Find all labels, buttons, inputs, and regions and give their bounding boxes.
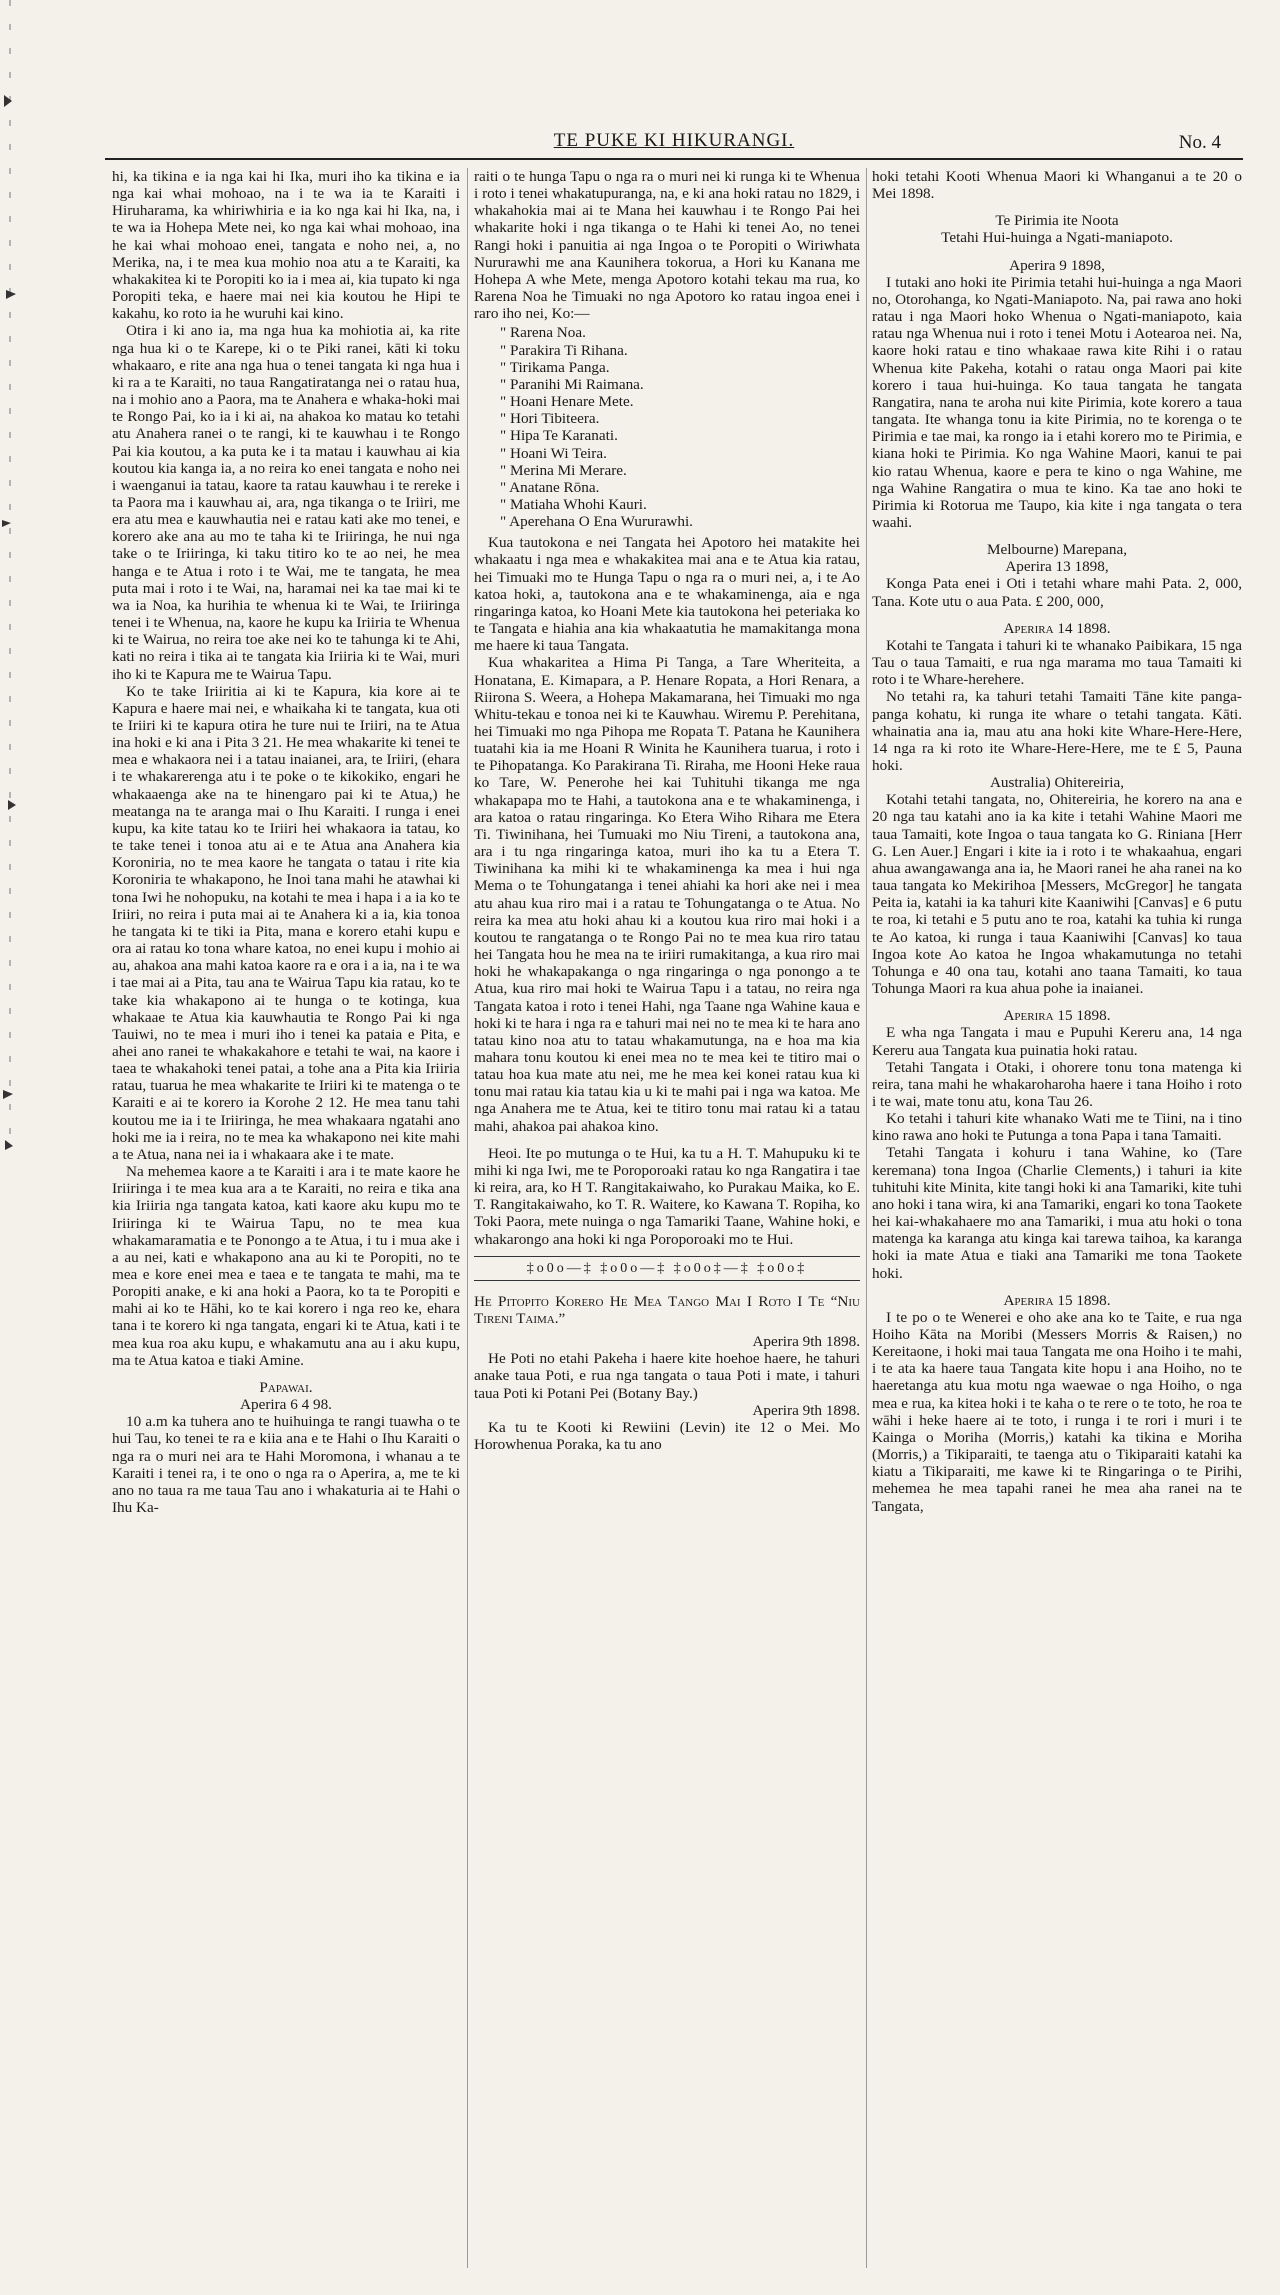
paragraph: hi, ka tikina e ia nga kai hi Ika, muri iho ka tikina e ia nga kai whai mohoao, na i te wa ia te Karaiti i Hiruharama, ka whiriwhiria e ia ko nga kai hi Ika, na, i te wa ia Hohepa Mete nei, ko nga kai whai mohoao, ina he kai whai mohoao enei, tangata e noho nei, a, no Merika, na, i te mea kua mohio noa atu a te Karaiti, ka whakakitea ki te Poropiti ko ia i mea ai, kia tupato ki nga Poropiti teka, e haere mai nei kia koutou he Hipi te kakahu, ko roto ia he wuruhi kai kino. [112, 168, 460, 323]
masthead-title: TE PUKE KI HIKURANGI. [553, 130, 795, 151]
paragraph: Na mehemea kaore a te Karaiti i ara i te mate kaore he Iriiringa i te mea kua ara a te Karaiti, no reira e tika ana kia Iriiria nga tangata katoa, kati kaore aku kupu mo te Iriiringa ki te Wairua Tapu, no te mea kua whakamaramatia e te Ponongo a te Atua, i tu i mua ake i a au nei, kati e whakapono ana au ki te Poropiti, no te mea e kore enei mea e taea e te tangata te mahi, ma te Poropiti anake, e ki ana hoki a Paora, ko ta te Poropiti e mahi ai ko te Hāhi, ko te kai korero i nga reo ke, ehara tana i te korero ki nga tangata, engari ki te Atua, kati i te mea kua roa aku kupu, e whakamutu ana au i aku kupu, ma te Atua katoa e tiaki Amine. [112, 1163, 460, 1369]
paragraph: Ko te take Iriiritia ai ki te Kapura, kia kore ai te Kapura e haere mai nei, e whaikaha ki te tangata, kua oti te Iriiri ki te kapura otira he ture nui te Iriiri, na te Atua ina hoki e ki ana i Pita 3 21. He mea whakarite ki tenei te mea e whakaora nei i a tatau inaianei, ara, te Iriiri, (ehara i te whakarerenga atu i te poke o te kikokiko, engari he whakaaenga ake na te hinengaro pai ki te Atua,) he meatanga na te aranga mai o Ihu Karaiti. I runga i enei kupu, ka kite tatau ko te Iriiri hei whakaora ia tatau, ko te take tenei i tonoa atu ai e te Atua ana Anahera kia Koroniria, no te mea kaore he tangata o tatau i rite kia Koroniria te whakapono, he Inoi tana mahi he atawhai ki tona Iwi he nohopuku, na kotahi te mea i hapa i a ia ko te Iriiri, no reira i puta mai ai te Anahera ki a ia, kia tonoa he tangata ki te tiki ia Pita, mana e korero etahi kupu e ora ai ratau ko tona whare katoa, no enei kupu i mohio ai au, ahakoa ana mahi katoa kaore ra e ora i a ia, na i te wa i tae mai ai a Pita, tau ana te Wairua Tapu kia ratau, ko te take kia whakapono ai te hunga o te kotinga, kua whakaae te Atua kia kauwhautia te Rongo Pai ki nga Tauiwi, no te mea i muri iho i tenei ka pataia e Pita, e ahei ano ranei te whakakahore e tetahi te wai, na kaore i taea te whakahoki tenei patai, a tohe ana a Pita kia Iriiria ratau, tuarua he mea whakarite te Iriiri ki te matenga o te Karaiti e ai te korero ia Korohe 2 12. He mea tanu tahi koutou me ia i te Iriiringa, he mea whakaara ngatahi ano hoki me ia i reira, no te mea ka whakapono nei kite mahi a te Atua, nana nei ia i whakaara ake i te mate. [112, 682, 460, 1163]
list-item: " Rarena Noa. [500, 324, 586, 342]
dateline-date: Aperira 9 1898, [1009, 256, 1105, 274]
paragraph: I te po o te Wenerei e oho ake ana ko te Taite, e rua nga Hoiho Kāta na Moribi (Messers Morris & Raisen,) no Kereitaone, i hoki mai taua Tangata me ona Hoiho i te mahi, i te ata ka haere taua Tangata kite hopu i ana Hoiho, no te haeretanga atu kua motu nga waewae o nga Hoiho, o nga mea e rua, ka kitea hoki i te kaha o te rere o te toto, he roa te wāhi i heke haere ai te toto, i runga i te rori i muri i te Kainga o Moriha (Morris,) katahi ka tikina e Moriha (Morris,) a Tikiparaiti, te taenga atu o Tikiparaiti katahi ka kiatu a Tikiparaiti, me kawe ki te Ringaringa o te Pirihi, mehemea he mea tapahi ranei he mea aha ranei na te Tangata, [872, 1308, 1242, 1515]
paragraph: Tetahi Tangata i Otaki, i ohorere tonu tona matenga ki reira, tana mahi he whakaroharoha haere i tana Hoiho i roto i te wai, mate tonu atu, kona Tau 26. [872, 1058, 1242, 1110]
paragraph: Konga Pata enei i Oti i tetahi whare mahi Pata. 2, 000, Tana. Kote utu o aua Pata. £ 200, 000, [872, 575, 1242, 610]
list-item: " Hoani Henare Mete. [500, 393, 634, 411]
apostle-list [500, 324, 860, 530]
paragraph: He Poti no etahi Pakeha i haere kite hoehoe haere, he tahuri anake taua Poti, e rua nga tangata o taua Poti i mate, i tahuri taua Poti ki Potani Pei (Botany Bay.) [474, 1350, 860, 1402]
column-divider [866, 168, 867, 2268]
dateline-date: Aperira 9th 1898. [752, 1333, 860, 1351]
header-rule [105, 158, 1243, 160]
section-ornament: ‡o0o—‡ ‡o0o—‡ ‡o0o‡—‡ ‡o0o‡ [474, 1256, 860, 1281]
dateline-date: Aperira 14 1898. [1003, 619, 1111, 637]
paragraph: Kua tautokona e nei Tangata hei Apotoro hei matakite hei whakaatu i nga mea e whakakitea mai ana e te Atua kia ratau, hei Timuaki mo te Hunga Tapu o nga ra o muri nei, a, i te Ao katoa hoki, a, tautokona ana e te whakaminenga, aia e nga ringaringa katoa, ko Hoani Mete kia tautokona hei peteriaka ko te Tangata e hiahia ana kia whakaatutia he mamakitanga mona me haere ki taua Tangata. [474, 534, 860, 655]
list-item: " Merina Mi Merare. [500, 461, 627, 479]
list-item: " Paranihi Mi Raimana. [500, 375, 644, 393]
paragraph: E wha nga Tangata i mau e Pupuhi Kereru ana, 14 nga Kereru aua Tangata kua puinatia hoki ratau. [872, 1024, 1242, 1059]
list-item: " Anatane Rōna. [500, 478, 600, 496]
section-heading: Te Pirimia ite Noota [995, 212, 1119, 230]
section-subheading: Tetahi Hui-huinga a Ngati-maniapoto. [941, 229, 1173, 247]
column-divider [467, 168, 468, 2268]
list-item: " Matiaha Whohi Kauri. [500, 495, 647, 513]
paragraph: Otira i ki ano ia, ma nga hua ka mohiotia ai, ka rite nga hua ki o te Karepe, ki o te Piki ranei, kāti ki toku whakaaro, e rite ana nga hua o tenei tangata ki nga hua i ki ra a te Karaiti, no taua Rangatiratanga nei o ratau hua, na i mohio ano a Paora, ma te Anahera e whaka-hoki mai te Rongo Pai, ko ia i ki ai, na ahakoa ko matau ko tetahi atu Anahera ranei o te rangi, ki te kauwhau i te Rongo Pai kia koutou, a ka puta ke i ta matau i kauwhau ai kia koutou kia kanga ia, a no reira ko enei tangata e noho nei i waenganui ia tatau, kaore ta ratau kauwhau i te rereke i ta Paora ma i kauwhau ai, ara, nga tikanga o te Iriiri, me era atu mea e kauwhautia nei e ratau kati ake mo tenei, e korero ake ana au mo te taha ki te Iriiringa, he nui nga take o te Iriiringa, ki taku titiro ko te ao nei, he mea hanga e te Atua i roto i te Wai, me te tangata, he mea puta mai i roto i te Wai, na, haramai nei ka tae mai ki te wa ia Noa, ka hurihia te whenua ki te Wai, te Iriiringa tenei i te Whenua, na, kaore he kupu ka Iriiria te Whenua ki te Wairua, no reira toe ake nei ko te tahunga ki te Ahi, kati no reira i tika ai te tangata kia Iriiria ki te Wai, muri iho ki te Kapura me te Wairua Tapu. [112, 322, 460, 683]
dateline-date: Aperira 9th 1898. [752, 1401, 860, 1419]
column-2 [474, 168, 860, 2283]
dateline-date: Aperira 13 1898, [1005, 558, 1109, 576]
column-1 [112, 168, 460, 2283]
paragraph: raiti o te hunga Tapu o nga ra o muri nei ki runga ki te Whenua i roto i tenei whakatupuranga, na, e ki ana hoki ratau no 1829, i whakahokia mai ai te Mana hei kauwhau i te Rongo Pai hei whakarite hoki i nga tikanga o te Hahi ki tenei Ao, no tenei Rangi hoki i panuitia ai nga Ingoa o te Poropiti o Wiriwhata Nururawhi me ana Kaunihera tokorua, a Hori ku Kanana me Hohepa A whe Mete, menga Apotoro kotahi tekau ma rua, ko Rarena Noa he Timuaki no nga Apotoro ko ratau ingoa enei i raro iho nei, Ko:— [474, 168, 860, 323]
section-heading: Australia) Ohitereiria, [989, 774, 1125, 792]
paragraph: Heoi. Ite po mutunga o te Hui, ka tu a H. T. Mahupuku ki te mihi ki nga Iwi, me te Poroporoaki ratau ko nga Rangatira i tae ki reira, ara, ko H T. Rangitakaiwaho, ko Purakau Maika, ko E. T. Rangitakaiwaho, ko T. R. Waitere, ko Kawana T. Ropiha, ko Toki Paora, mete nuinga o nga Tamariki Taane, Wahine hoki, e whakarongo ana hoki ki nga Poroporoaki mo te Hui. [474, 1144, 860, 1248]
section-headline: He Pitopito Korero He Mea Tango Mai I Roto I Te “Niu Tireni Taima.” [474, 1292, 860, 1327]
list-item: " Hoani Wi Teira. [500, 444, 607, 462]
page-number: No. 4 [1178, 132, 1221, 153]
list-item: " Aperehana O Ena Wururawhi. [500, 513, 693, 531]
dateline-place: Papawai. [259, 1378, 313, 1396]
dateline-date: Aperira 6 4 98. [240, 1396, 332, 1414]
paragraph: 10 a.m ka tuhera ano te huihuinga te rangi tuawha o te hui Tau, ko tenei te ra e kiia ana e te Hahi o Ihu Karaiti o nga ra o muri nei ara te Hahi Moromona, i whanau a te Karaiti i tenei ra, i te ono o nga ra o Aperira, a, me te ki ano no taua ra me taua Tau ano i whakaturia ai te Hahi o Ihu Ka- [112, 1413, 460, 1517]
page-header [105, 128, 1243, 158]
list-item: " Tirikama Panga. [500, 358, 610, 376]
paragraph: Ko tetahi i tahuri kite whanako Wati me te Tiini, na i tino kino rawa ano hoki te Putunga a tona Papa i tana Tamaiti. [872, 1110, 1242, 1145]
list-item: " Hipa Te Karanati. [500, 427, 618, 445]
list-item: " Hori Tibiteera. [500, 410, 600, 428]
scan-edge-artifacts [0, 0, 22, 2295]
dateline-date: Aperira 15 1898. [1003, 1291, 1111, 1309]
paragraph: hoki tetahi Kooti Whenua Maori ki Whanganui a te 20 o Mei 1898. [872, 168, 1242, 203]
paragraph: I tutaki ano hoki ite Pirimia tetahi hui-huinga a nga Maori no, Otorohanga, ko Ngati-Maniapoto. Na, pai rawa ano hoki ratau i nga Maori hoko Whenua o Ngati-maniapoto, kaia ratau nga Whenua nui i roto i tenei Motu i Aotearoa nei. Na, kaore hoki ratau e tino whakaae rawa kite Rihi i o ratau Whenua kite Pakeha, kotahi o ratau onga Maori pai kite korero i taua hui-huinga. Ko taua tangata he tangata Rangatira, nana te aroha nui kite Pirimia, kote korero a taua tangata. Ite whanga tonu ia kite Pirimia, no te korenga o te Pirimia e tae mai, ka rongo ia i etahi korero mo te Pirimia, e kiana hoki te Pirimia. Ko nga Wahine Maori, kanui te pai kio ratau Whenua, kaore e pera te kino o nga Wahine, me nga Wahine Rangatira o mua te kino. Ka tae ano hoki te Pirimia ki Rotorua me Taupo, kia kite i nga tangata o tera waahi. [872, 273, 1242, 531]
dateline-date: Aperira 15 1898. [1003, 1007, 1111, 1025]
paragraph: Kotahi tetahi tangata, no, Ohitereiria, he korero na ana e 20 nga tau katahi ano ia ka kite i tetahi Wahine Maori me taua Tamaiti, kote Ingoa o taua tangata ko G. Riniana [Herr G. Len Auer.] Engari i kite ia i roto i te whakaahua, engari ahua awangawanga ana ia, he Maori ranei he aha ranei na ko taua tangata ko Mekirihoa [Messers, McGregor] he tangata Peita ia, katahi ia ka tahuri kite Kaaniwihi [Canvas] e 6 putu te roa, ki tetahi e 5 putu ano te roa, katahi ka tuhia ki runga te Ao katoa, ki runga i taua Kaaniwihi [Canvas] ko taua Ingoa kote Ao katoa he Ingoa whakamutunga no tetahi Tohunga e 40 ona tau, kotahi ano taana Tamaiti, ko taua Tohunga Maori ra kua ahua pohe ia inaianei. [872, 791, 1242, 998]
paragraph: Kua whakaritea a Hima Pi Tanga, a Tare Wheriteita, a Honatana, E. Kimapara, a P. Henare Ropata, a Hori Renara, a Riirona S. Weera, a Hohepa Makamarana, hei Timuaki mo nga Whitu-tekau e tonoa nei ki te Kauwhau. Wiremu P. Perehitana, hei Timuaki mo nga Pihopa me Ropata T. Patana he Kaunihera tuatahi kia ia me Hoani R Winita he Kaunihera tuarua, i roto i te Pihopatanga. Ko Parakirana Ti. Riraha, me Hooni Heke raua ko Tare, W. Penerohe hei kai Tuhituhi tikanga me nga whakapapa mo te Hahi, a tautokona ana e te whakaminenga, i ara katoa o ratau ringaringa. Ko Etera Wiho Rihara me Etera Ti. Tiwinihana, hei Tumuaki mo Niu Tireni, a tautokona ana, ara i tu nga ringaringa katoa, muri iho ka tu a Etera T. Tiwinihana ka mihi ki te whakaminenga ka mea i hui nga Mema o te Tohungatanga i tenei ahiahi ka hori ake nei i mea atu ahau kua riro mai i a ratau te Tohungatanga o te Atua. No reira ka mea atu hoki ahau ki a koutou kua riro mai hoki i a koutou te rangatanga o te Rongo Pai no te mea kua riro tatau hei Tangata hou he mea na te iriiri rumakitanga, a kua riro mai hoki he whakapakanga o nga ringaringa o nga ponongo a te Atua, kua riro mai hoki te Wairua Tapu i a tatau, no reira nga Tangata katoa i roto i tenei Hahi, nga Taane nga Wahine kaua e hoki ki te hara i nga ra e tahuri mai nei no te mea ki te hara ano tatau kino noa atu to tatau whakamutunga, na e hoa ma kia mahara tonu koutou ki enei mea no te mea kei te titiro mai o tatau hoa kua mate atu nei, me he mea kei konei ratau kua ki tonu mai ratau kia tatau kia u ki te mahi pai i nga wa katoa. Me nga Anahera me te Atua, kei te titiro tonu mai ratau ki a tatau mahi, ahakoa pai ahakoa kino. [474, 654, 860, 1135]
paragraph: No tetahi ra, ka tahuri tetahi Tamaiti Tāne kite panga-panga kohatu, ki runga ite whare o tetahi tangata. Kāti. whainatia ana ia, mau atu ana hoki kite Whare-Here-Here, 14 nga ra ki roto ite Whare-Here-Here, me te £ 5, Pauna hoki. [872, 688, 1242, 774]
paragraph: Tetahi Tangata i kohuru i tana Wahine, ko (Tare keremana) tona Ingoa (Charlie Clements,) i tahuri ia kite tuhituhi kite Minita, kite tangi hoki ki ana Tamariki, kite tuhi ano hoki i tana wira, ki ana Tamariki, engari ko tona Taokete hei kai-whakahaere mo ana Tamariki, i mua atu hoki o tona matenga ka karanga atu kinga kai tarewa taihoa, ka karanga hoki ia mate Atua e tiaki ana Tamariki me tona Taokete hoki. [872, 1144, 1242, 1282]
paragraph: Kotahi te Tangata i tahuri ki te whanako Paibikara, 15 nga Tau o taua Tamaiti, e rua nga marama mo taua Tamaiti ki roto i te Whare-herehere. [872, 636, 1242, 689]
section-heading: Melbourne) Marepana, [986, 541, 1127, 559]
column-3 [872, 168, 1242, 2283]
list-item: " Parakira Ti Rihana. [500, 341, 628, 359]
paragraph: Ka tu te Kooti ki Rewiini (Levin) ite 12 o Mei. Mo Horowhenua Poraka, ka tu ano [474, 1418, 860, 1454]
